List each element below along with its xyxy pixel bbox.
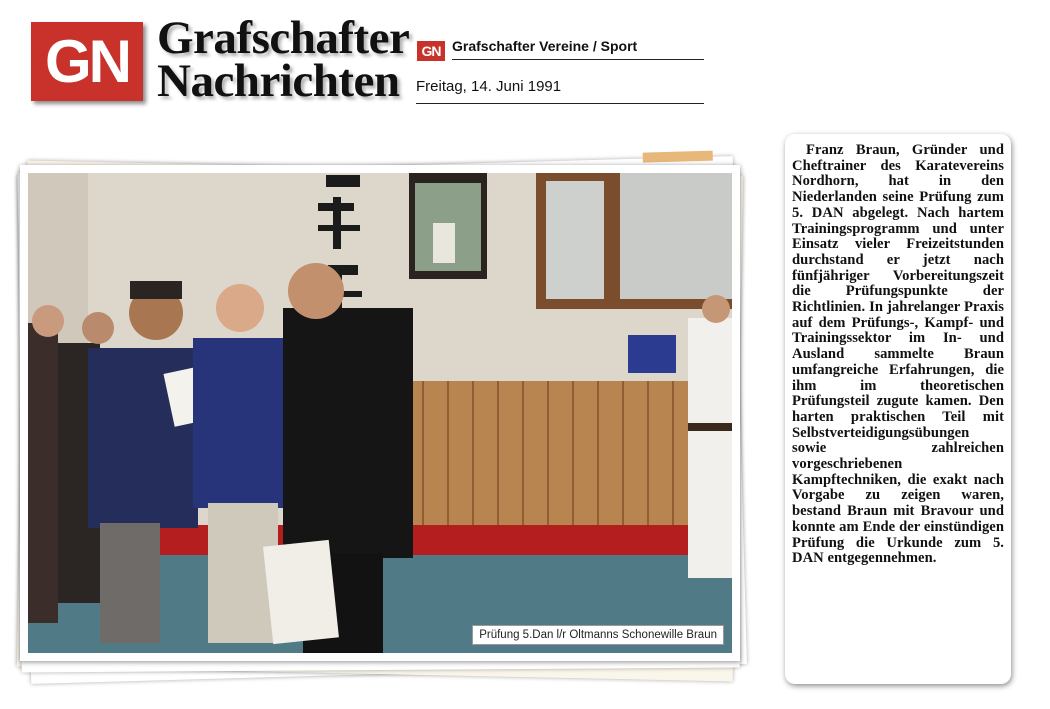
section-title: Grafschafter Vereine / Sport xyxy=(452,38,704,60)
photo-frame xyxy=(20,165,740,661)
section-logo: GN xyxy=(417,41,445,61)
article-column xyxy=(785,134,1011,684)
article-text xyxy=(792,143,1004,567)
issue-date: Freitag, 14. Juni 1991 xyxy=(416,78,704,104)
newspaper-name-line1: Grafschafter xyxy=(157,12,410,64)
newspaper-name-line2: Nachrichten xyxy=(157,55,400,107)
newspaper-logo: GN xyxy=(31,22,143,101)
newspaper-name xyxy=(157,12,410,107)
article-lead-name: Franz Braun xyxy=(806,142,896,158)
photo-caption: Prüfung 5.Dan l/r Oltmanns Schonewille Braun xyxy=(472,625,724,645)
ceremony-photo-illustration xyxy=(28,173,732,653)
article-body: , Gründer und Cheftrainer des Karatevereins Nordhorn, hat in den Niederlanden seine Prüfung zum 5. DAN abgelegt. Nach hartem Trainingsprogramm und unter Einsatz vieler Freizeitstunden durchstand er jetzt nach fünfjähriger Vorbereitungszeit die Prüfungspunkte der Richtlinien. In jahrelanger Praxis auf dem Prüfungs-, Kampf- und Trainingssektor im In- und Ausland sammelte Braun umfangreiche Erfahrungen, die ihm im theoretischen Prüfungsteil zugute kamen. Den harten praktischen Teil mit Selbstverteidigungsübungen sowie zahlreichen vorgeschriebenen Kampftechniken, die exakt nach Vorgabe zu zeigen waren, bestand Braun mit Bravour und konnte am Ende der einstündigen Prüfung die Urkunde zum 5. DAN entgegennehmen. xyxy=(792,142,1004,567)
ceremony-photo xyxy=(28,173,732,653)
